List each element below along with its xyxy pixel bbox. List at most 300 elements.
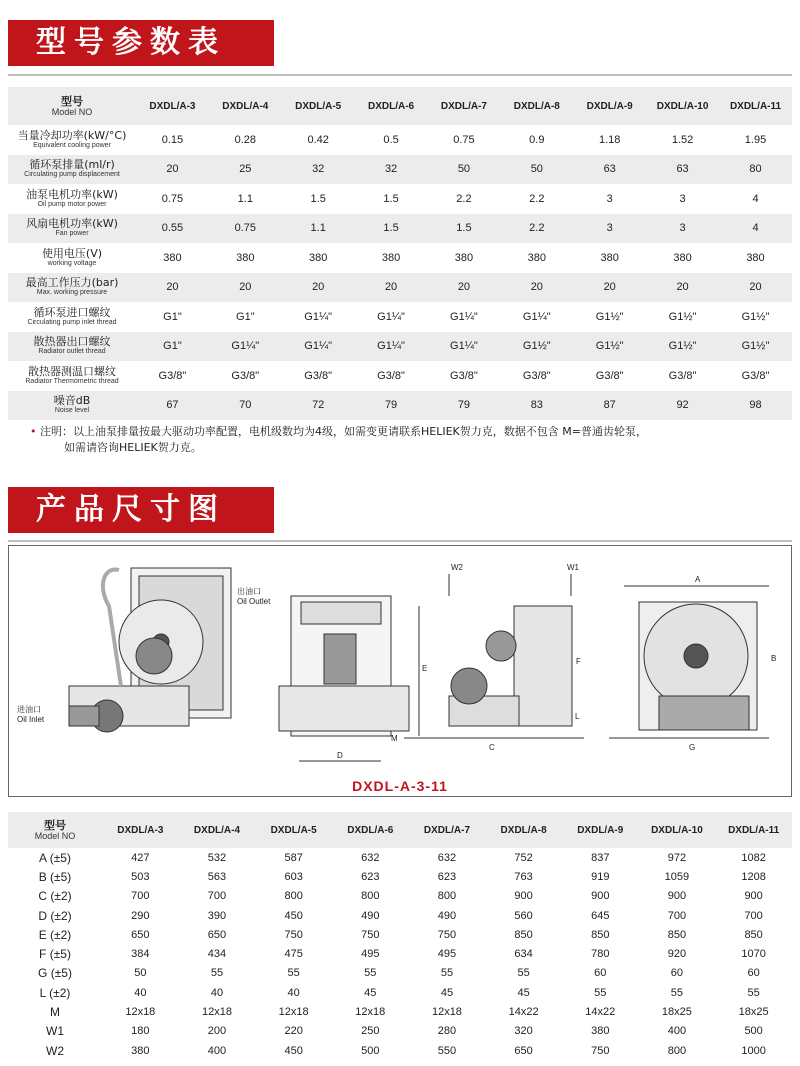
row-label-en: Noise level xyxy=(54,407,90,415)
row-label: W1 xyxy=(46,1024,64,1039)
table-cell: 83 xyxy=(530,399,543,412)
table-row xyxy=(8,214,792,244)
table-cell: 60 xyxy=(594,967,607,980)
table-cell: 25 xyxy=(239,163,252,176)
table-row xyxy=(8,925,792,944)
row-label-cn: 噪音dB xyxy=(53,394,91,408)
table-cell: 1000 xyxy=(741,1044,766,1057)
table-cell: 800 xyxy=(361,890,380,903)
dimension-drawing xyxy=(8,545,792,797)
table-cell: 3 xyxy=(679,192,686,205)
row-label: C (±2) xyxy=(38,889,72,904)
table-cell: 20 xyxy=(457,281,471,294)
table-cell: G1¼" xyxy=(377,340,405,353)
table-cell: 800 xyxy=(284,890,303,903)
table-cell: 50 xyxy=(457,163,471,176)
table-cell: G1½" xyxy=(668,340,697,353)
table-cell: 1.1 xyxy=(237,192,253,205)
dim-label-A: A xyxy=(695,575,701,584)
table-cell: 380 xyxy=(163,251,182,264)
row-label-en: Oil pump motor power xyxy=(37,200,107,208)
model-column-header: DXDL/A-7 xyxy=(423,824,471,836)
table-cell: 780 xyxy=(591,948,610,961)
table-cell: 500 xyxy=(361,1044,380,1057)
table-cell: G1½" xyxy=(595,340,624,353)
dim-label-G: G xyxy=(689,743,696,752)
table-cell: 632 xyxy=(361,851,380,864)
row-label: E (±2) xyxy=(38,927,72,942)
model-column-header: DXDL/A-5 xyxy=(295,100,342,112)
table-cell: G1½" xyxy=(741,310,770,323)
table-row xyxy=(8,848,792,867)
table-cell: 450 xyxy=(284,1044,303,1057)
table-cell: G1" xyxy=(236,310,255,323)
table-cell: 750 xyxy=(284,928,303,941)
table-cell: 532 xyxy=(207,851,227,864)
table-cell: 55 xyxy=(440,967,454,980)
table-cell: 587 xyxy=(284,851,303,864)
table-cell: 40 xyxy=(287,986,300,999)
table-cell: 20 xyxy=(239,281,252,294)
row-label-en: Circulating pump inlet thread xyxy=(27,318,117,326)
table-cell: 12x18 xyxy=(201,1006,232,1019)
model-column-header: DXDL/A-3 xyxy=(149,100,196,112)
dim-label-F: F xyxy=(576,657,581,666)
table-cell: 850 xyxy=(667,928,687,941)
table-cell: 55 xyxy=(287,967,300,980)
table-row xyxy=(8,983,792,1002)
table-cell: 20 xyxy=(384,281,398,294)
dim-label-D: D xyxy=(337,751,343,760)
table-cell: 380 xyxy=(527,251,546,264)
table-header-row xyxy=(8,812,792,848)
table-cell: G1¼" xyxy=(450,340,478,353)
section-title-parameters: 型号参数表 xyxy=(8,20,274,66)
table-cell: 750 xyxy=(437,928,457,941)
table-cell: 0.42 xyxy=(307,133,329,146)
table-row xyxy=(8,1041,792,1060)
row-label: B (±5) xyxy=(38,869,72,884)
table-cell: 763 xyxy=(514,870,533,883)
table-cell: 45 xyxy=(440,986,454,999)
table-cell: 380 xyxy=(746,251,765,264)
table-cell: 490 xyxy=(437,909,457,922)
model-header-en: Model NO xyxy=(34,831,76,841)
table-cell: 250 xyxy=(361,1025,380,1038)
table-cell: 79 xyxy=(384,399,398,412)
row-label-cn: 油泵电机功率(kW) xyxy=(26,187,118,201)
table-cell: 45 xyxy=(517,986,530,999)
row-label-en: Radiator outlet thread xyxy=(38,348,106,356)
table-cell: 750 xyxy=(591,1044,610,1057)
model-header-cn: 型号 xyxy=(44,819,66,832)
table-cell: 1070 xyxy=(741,948,766,961)
oil-outlet-label-en: Oil Outlet xyxy=(237,597,271,606)
table-cell: 20 xyxy=(603,281,616,294)
table-cell: 92 xyxy=(676,399,689,412)
table-cell: 1.1 xyxy=(310,222,326,235)
table-row xyxy=(8,125,792,155)
table-cell: G3/8" xyxy=(522,369,551,382)
row-label-cn: 散热器出口螺纹 xyxy=(33,335,111,349)
table-cell: 290 xyxy=(131,909,150,922)
row-label xyxy=(8,302,136,332)
table-cell: 40 xyxy=(210,986,224,999)
table-cell: 63 xyxy=(603,163,616,176)
table-cell: 63 xyxy=(676,163,689,176)
table-cell: 50 xyxy=(134,967,147,980)
table-note xyxy=(30,424,770,456)
table-cell: 380 xyxy=(381,251,401,264)
table-row xyxy=(8,1002,792,1021)
section-title-dimensions: 产品尺寸图 xyxy=(8,487,274,533)
table-cell: 920 xyxy=(667,948,687,961)
dim-label-C: C xyxy=(489,743,495,752)
table-cell: 55 xyxy=(747,986,760,999)
table-cell: 650 xyxy=(207,928,227,941)
row-label-en: Equivalent cooling power xyxy=(33,141,111,149)
table-cell: G1¼" xyxy=(377,310,405,323)
table-cell: G1¼" xyxy=(304,340,333,353)
table-header-row xyxy=(8,87,792,125)
model-column-header: DXDL/A-7 xyxy=(440,100,487,112)
row-label: W2 xyxy=(46,1043,64,1058)
model-column-header: DXDL/A-10 xyxy=(656,100,709,112)
note-line-1: 注明：以上油泵排量按最大驱动功率配置，电机级数均为4级，如需变更请联系HELIEK贺力克，数据不包含 M=普通齿轮泵， xyxy=(40,425,647,438)
oil-inlet-label-cn: 进油口 xyxy=(17,705,41,714)
table-cell: 220 xyxy=(284,1025,303,1038)
row-label xyxy=(8,361,136,391)
oil-inlet-label-en: Oil Inlet xyxy=(17,715,45,724)
table-cell: 55 xyxy=(517,967,530,980)
table-cell: 400 xyxy=(207,1044,227,1057)
table-row xyxy=(8,155,792,185)
table-cell: 20 xyxy=(166,281,179,294)
table-cell: 380 xyxy=(131,1044,150,1057)
table-cell: 900 xyxy=(514,890,533,903)
table-cell: 2.2 xyxy=(456,192,472,205)
row-label-en: Max. working pressure xyxy=(36,289,108,297)
row-label xyxy=(8,391,136,421)
table-cell: 750 xyxy=(361,928,380,941)
row-label xyxy=(8,214,136,244)
row-label-en: Fan power xyxy=(55,230,89,238)
drawing-svg xyxy=(9,546,791,778)
table-cell: 4 xyxy=(752,222,759,235)
table-cell: 3 xyxy=(606,222,613,235)
row-label-cn: 最高工作压力(bar) xyxy=(25,276,119,290)
table-cell: 55 xyxy=(670,986,684,999)
table-cell: 800 xyxy=(437,890,457,903)
table-cell: G3/8" xyxy=(231,369,260,382)
row-label xyxy=(8,125,136,155)
row-label-en: Circulating pump displacement xyxy=(24,171,120,179)
table-cell: 320 xyxy=(514,1025,533,1038)
table-cell: 0.9 xyxy=(529,133,545,146)
row-label-en: working voltage xyxy=(47,259,97,267)
table-cell: 500 xyxy=(744,1025,763,1038)
table-cell: 503 xyxy=(131,870,150,883)
table-row xyxy=(8,944,792,963)
table-cell: 972 xyxy=(667,851,687,864)
table-cell: 18x25 xyxy=(738,1006,769,1019)
table-cell: 12x18 xyxy=(125,1006,156,1019)
table-row xyxy=(8,391,792,421)
table-row xyxy=(8,887,792,906)
table-cell: 700 xyxy=(667,909,687,922)
dim-label-M: M xyxy=(391,734,398,743)
row-label-cn: 当量冷却功率(kW/°C) xyxy=(17,128,127,142)
dim-label-L: L xyxy=(575,712,580,721)
model-header-en: Model NO xyxy=(51,107,93,117)
row-label: G (±5) xyxy=(38,966,72,981)
model-column-header: DXDL/A-9 xyxy=(586,100,633,112)
perspective-view xyxy=(69,568,231,732)
row-label xyxy=(8,184,136,214)
model-column-header: DXDL/A-8 xyxy=(513,100,560,112)
table-cell: 400 xyxy=(667,1025,687,1038)
table-cell: 79 xyxy=(457,399,471,412)
row-label-cn: 循环泵进口螺纹 xyxy=(33,305,111,319)
model-column-header: DXDL/A-4 xyxy=(193,824,241,836)
side-view xyxy=(404,574,584,738)
row-label-cn: 风扇电机功率(kW) xyxy=(26,217,118,231)
table-cell: 2.2 xyxy=(529,222,545,235)
table-cell: G1¼" xyxy=(231,340,260,353)
table-cell: 380 xyxy=(591,1025,610,1038)
table-cell: 60 xyxy=(747,967,760,980)
table-row xyxy=(8,332,792,362)
table-cell: 850 xyxy=(744,928,763,941)
table-cell: 12x18 xyxy=(431,1006,462,1019)
table-cell: G3/8" xyxy=(595,369,624,382)
table-cell: 650 xyxy=(514,1044,533,1057)
table-cell: 87 xyxy=(603,399,616,412)
model-header-cn: 型号 xyxy=(61,95,83,108)
table-cell: 32 xyxy=(384,163,398,176)
table-row xyxy=(8,273,792,303)
table-cell: 550 xyxy=(437,1044,457,1057)
table-cell: 14x22 xyxy=(508,1006,539,1019)
dim-label-B: B xyxy=(771,654,777,663)
table-cell: G1½" xyxy=(595,310,624,323)
row-label xyxy=(8,243,136,273)
table-cell: 0.15 xyxy=(161,133,184,146)
row-label-cn: 散热器测温口螺纹 xyxy=(28,364,116,378)
drawing-caption: DXDL-A-3-11 xyxy=(352,778,448,794)
table-cell: G1¼" xyxy=(450,310,478,323)
dimension-table xyxy=(8,812,792,1060)
model-column-header: DXDL/A-4 xyxy=(222,100,269,112)
table-cell: G1¼" xyxy=(522,310,551,323)
table-cell: 495 xyxy=(437,948,457,961)
table-cell: G3/8" xyxy=(450,369,478,382)
table-cell: 50 xyxy=(530,163,543,176)
model-column-header: DXDL/A-5 xyxy=(270,824,317,836)
table-cell: 900 xyxy=(591,890,610,903)
table-cell: 380 xyxy=(309,251,328,264)
table-cell: 12x18 xyxy=(278,1006,309,1019)
note-bullet: • xyxy=(30,425,37,438)
table-row xyxy=(8,1022,792,1041)
table-cell: 0.55 xyxy=(161,222,184,235)
row-label-cn: 使用电压(V) xyxy=(41,246,103,260)
table-cell: 3 xyxy=(679,222,686,235)
model-column-header: DXDL/A-8 xyxy=(500,824,547,836)
table-cell: 20 xyxy=(749,281,762,294)
table-cell: 1082 xyxy=(741,851,766,864)
table-cell: 1.5 xyxy=(456,222,472,235)
dim-label-W2: W2 xyxy=(451,563,463,572)
table-cell: 560 xyxy=(514,909,533,922)
table-cell: 2.2 xyxy=(529,192,545,205)
row-label-cn: 循环泵排量(ml/r) xyxy=(29,158,115,172)
row-label: M xyxy=(50,1005,60,1020)
table-cell: 12x18 xyxy=(355,1006,386,1019)
dim-label-W1: W1 xyxy=(567,563,579,572)
table-row xyxy=(8,867,792,886)
table-cell: 20 xyxy=(676,281,689,294)
table-cell: 1208 xyxy=(741,870,766,883)
dim-label-E: E xyxy=(422,664,428,673)
table-cell: 70 xyxy=(239,399,252,412)
model-header xyxy=(8,812,102,848)
table-cell: 623 xyxy=(437,870,457,883)
table-cell: 20 xyxy=(530,281,543,294)
table-cell: 603 xyxy=(284,870,303,883)
table-cell: G3/8" xyxy=(668,369,697,382)
table-cell: 563 xyxy=(207,870,227,883)
table-cell: 700 xyxy=(207,890,227,903)
table-cell: 4 xyxy=(752,192,759,205)
model-column-header: DXDL/A-3 xyxy=(117,824,164,836)
table-cell: G1" xyxy=(163,310,182,323)
model-column-header: DXDL/A-11 xyxy=(729,100,782,112)
model-column-header: DXDL/A-6 xyxy=(347,824,394,836)
row-label xyxy=(8,155,136,185)
note-line-2: 如需请咨询HELIEK贺力克。 xyxy=(64,441,202,454)
table-cell: 800 xyxy=(667,1044,687,1057)
table-cell: 55 xyxy=(594,986,607,999)
row-label: F (±5) xyxy=(39,947,71,962)
table-cell: 280 xyxy=(437,1025,457,1038)
table-cell: 380 xyxy=(454,251,474,264)
table-cell: 495 xyxy=(361,948,380,961)
row-label-en: Radiator Thermometric thread xyxy=(25,377,119,385)
table-row xyxy=(8,184,792,214)
table-row xyxy=(8,361,792,391)
table-cell: 18x25 xyxy=(661,1006,692,1019)
table-cell: 180 xyxy=(131,1025,150,1038)
table-cell: 72 xyxy=(312,399,325,412)
table-cell: 1.18 xyxy=(598,133,621,146)
table-cell: 98 xyxy=(749,399,762,412)
table-cell: 900 xyxy=(744,890,763,903)
table-cell: 0.75 xyxy=(453,133,475,146)
table-cell: 20 xyxy=(166,163,179,176)
row-label xyxy=(8,332,136,362)
table-cell: 67 xyxy=(166,399,179,412)
divider xyxy=(8,540,792,542)
table-row xyxy=(8,964,792,983)
table-cell: 45 xyxy=(364,986,377,999)
table-cell: 0.5 xyxy=(383,133,399,146)
table-cell: G3/8" xyxy=(304,369,333,382)
table-cell: 0.75 xyxy=(161,192,184,205)
table-cell: 900 xyxy=(667,890,687,903)
rear-view xyxy=(609,586,769,738)
table-cell: 475 xyxy=(284,948,303,961)
table-row xyxy=(8,302,792,332)
table-cell: 3 xyxy=(606,192,613,205)
table-cell: G1½" xyxy=(522,340,551,353)
table-cell: 623 xyxy=(361,870,380,883)
table-cell: 700 xyxy=(744,909,763,922)
table-cell: 645 xyxy=(591,909,610,922)
table-cell: 1059 xyxy=(664,870,690,883)
table-row xyxy=(8,906,792,925)
parameter-table xyxy=(8,87,792,420)
table-cell: G3/8" xyxy=(377,369,405,382)
table-cell: G1" xyxy=(163,340,182,353)
table-cell: 32 xyxy=(312,163,325,176)
table-cell: 490 xyxy=(361,909,380,922)
table-cell: G3/8" xyxy=(741,369,770,382)
table-cell: 1.5 xyxy=(383,222,399,235)
row-label xyxy=(8,273,136,303)
table-cell: 55 xyxy=(210,967,224,980)
table-cell: 837 xyxy=(591,851,610,864)
table-cell: 55 xyxy=(364,967,377,980)
table-cell: 1.5 xyxy=(310,192,326,205)
table-cell: 380 xyxy=(600,251,619,264)
table-cell: 1.52 xyxy=(671,133,694,146)
oil-outlet-label-cn: 出油口 xyxy=(237,587,261,596)
table-cell: 40 xyxy=(134,986,147,999)
table-cell: 1.95 xyxy=(744,133,767,146)
table-cell: 919 xyxy=(591,870,610,883)
table-cell: 752 xyxy=(514,851,533,864)
table-cell: 850 xyxy=(591,928,610,941)
table-cell: 632 xyxy=(437,851,457,864)
table-cell: 434 xyxy=(207,948,227,961)
table-cell: 850 xyxy=(514,928,533,941)
table-cell: 634 xyxy=(514,948,533,961)
model-column-header: DXDL/A-6 xyxy=(368,100,415,112)
table-cell: 384 xyxy=(131,948,150,961)
model-column-header: DXDL/A-10 xyxy=(651,824,703,836)
table-cell: G1¼" xyxy=(304,310,333,323)
model-column-header: DXDL/A-9 xyxy=(577,824,624,836)
front-view xyxy=(279,596,419,761)
table-cell: 80 xyxy=(749,163,762,176)
row-label: A (±5) xyxy=(39,850,71,865)
model-header xyxy=(8,87,136,125)
table-cell: G1½" xyxy=(668,310,697,323)
row-label: D (±2) xyxy=(38,908,72,923)
table-cell: 390 xyxy=(207,909,227,922)
table-cell: 700 xyxy=(131,890,150,903)
table-cell: 380 xyxy=(673,251,692,264)
table-cell: 200 xyxy=(207,1025,227,1038)
table-cell: 60 xyxy=(670,967,684,980)
table-cell: 450 xyxy=(284,909,303,922)
table-cell: G1½" xyxy=(741,340,770,353)
table-cell: 650 xyxy=(131,928,150,941)
divider xyxy=(8,74,792,76)
table-cell: 20 xyxy=(312,281,325,294)
model-column-header: DXDL/A-11 xyxy=(728,824,780,836)
